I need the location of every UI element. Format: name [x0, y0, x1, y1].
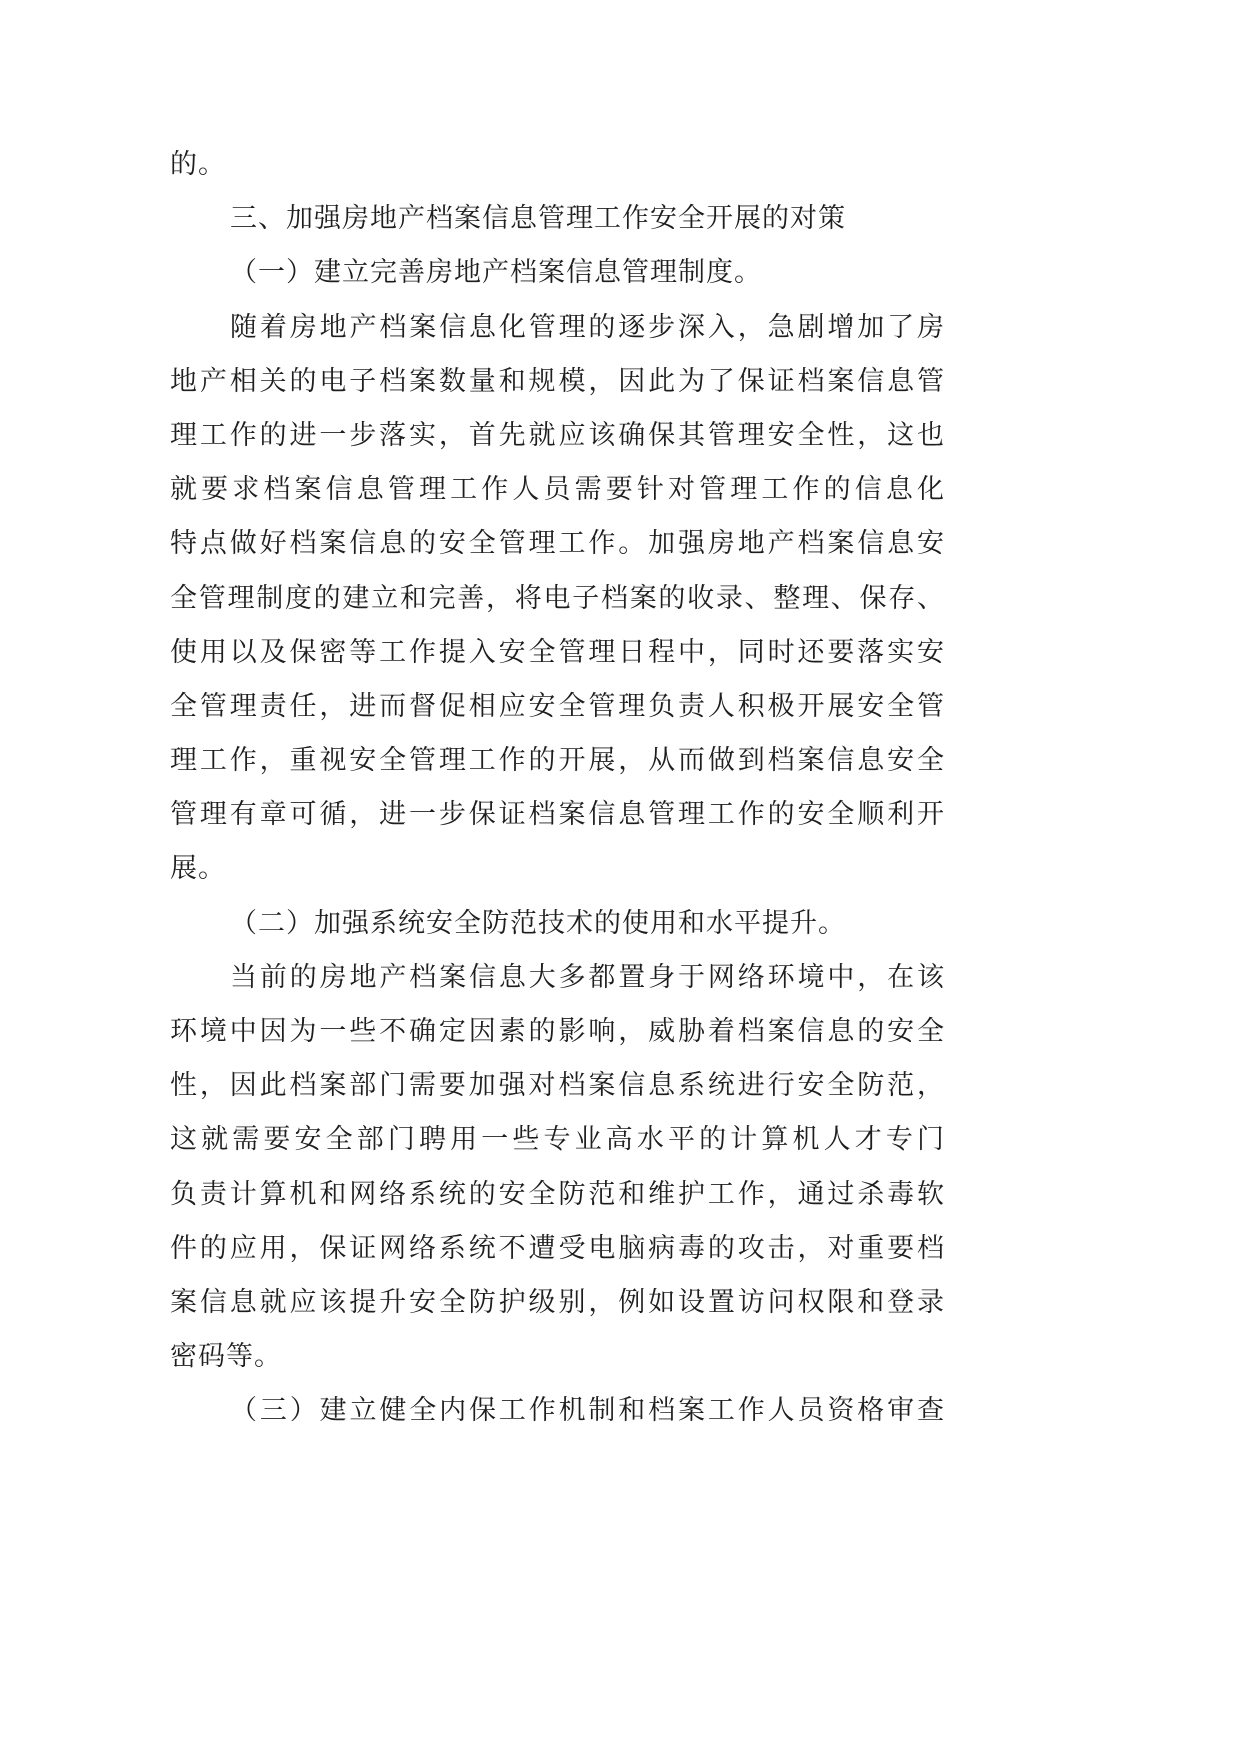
text-line: 环境中因为一些不确定因素的影响，威胁着档案信息的安全 — [170, 1016, 945, 1047]
text-line: 特点做好档案信息的安全管理工作。加强房地产档案信息安 — [170, 528, 945, 560]
text-line: 案信息就应该提升安全防护级别，例如设置访问权限和登录 — [170, 1286, 945, 1318]
text-line: 三、加强房地产档案信息管理工作安全开展的对策 — [230, 203, 846, 235]
text-line: 性，因此档案部门需要加强对档案信息系统进行安全防范， — [170, 1070, 945, 1102]
text-line: 密码等。 — [170, 1341, 282, 1373]
text-line: 地产相关的电子档案数量和规模，因此为了保证档案信息管 — [170, 365, 945, 397]
paragraph-continuation — [170, 138, 945, 192]
text-line: 使用以及保密等工作提入安全管理日程中，同时还要落实安 — [170, 636, 945, 668]
text-line: 当前的房地产档案信息大多都置身于网络环境中，在该 — [230, 961, 945, 993]
body-paragraph-1 — [170, 301, 945, 897]
text-line: 负责计算机和网络系统的安全防范和维护工作，通过杀毒软 — [170, 1178, 945, 1210]
text-line: 这就需要安全部门聘用一些专业高水平的计算机人才专门 — [170, 1124, 945, 1156]
text-line: 管理有章可循，进一步保证档案信息管理工作的安全顺利开 — [170, 799, 945, 831]
subsection-heading-1 — [170, 246, 945, 300]
text-line: 随着房地产档案信息化管理的逐步深入，急剧增加了房 — [230, 311, 945, 343]
text-line: 理工作，重视安全管理工作的开展，从而做到档案信息安全 — [170, 745, 945, 777]
body-paragraph-2 — [170, 951, 945, 1385]
text-line: 展。 — [170, 853, 226, 885]
text-line: 全管理责任，进而督促相应安全管理负责人积极开展安全管 — [170, 690, 945, 722]
text-line: 理工作的进一步落实，首先就应该确保其管理安全性，这也 — [170, 419, 945, 451]
subsection-heading-2 — [170, 897, 945, 951]
text-line: 件的应用，保证网络系统不遭受电脑病毒的攻击，对重要档 — [170, 1232, 945, 1264]
subsection-heading-3 — [170, 1384, 945, 1438]
text-line: （三）建立健全内保工作机制和档案工作人员资格审查 — [230, 1395, 945, 1427]
text-line: 的。 — [170, 149, 226, 180]
text-line: 全管理制度的建立和完善，将电子档案的收录、整理、保存、 — [170, 582, 945, 614]
text-line: 就要求档案信息管理工作人员需要针对管理工作的信息化 — [170, 474, 945, 506]
document-body — [170, 138, 945, 1439]
text-line: （一）建立完善房地产档案信息管理制度。 — [230, 257, 762, 289]
section-heading — [170, 192, 945, 246]
text-line: （二）加强系统安全防范技术的使用和水平提升。 — [230, 907, 846, 939]
